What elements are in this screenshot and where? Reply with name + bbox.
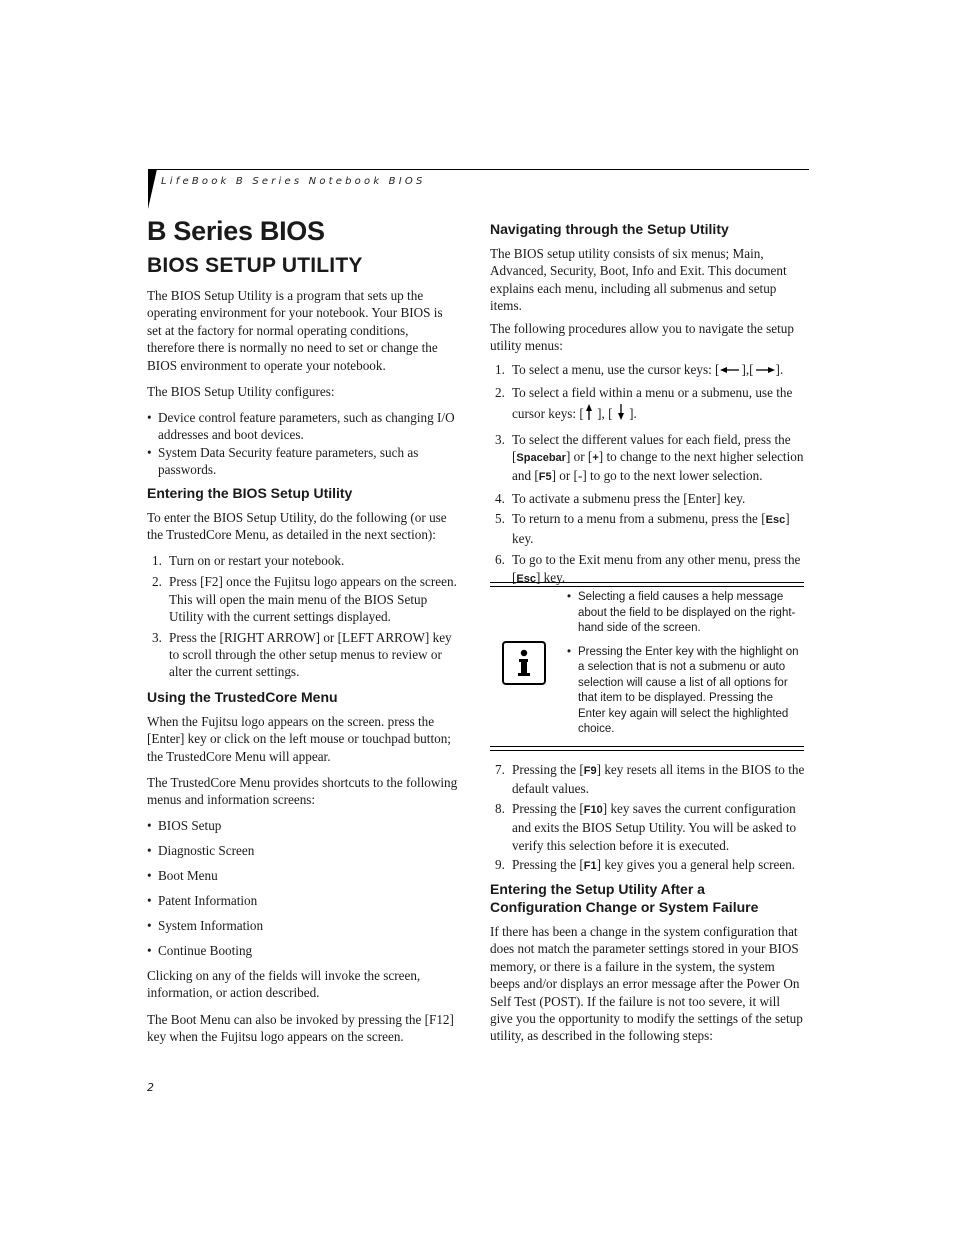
trusted-paragraph-3: Clicking on any of the fields will invoke the screen, information, or action described. xyxy=(147,968,421,1001)
list-item: • Boot Menu xyxy=(147,867,459,884)
list-item: 8. Pressing the [F10] key saves the current configuration and exits the BIOS Setup Utility. You will be asked to verify this selection before it is executed. xyxy=(495,800,797,853)
entering-heading: Entering the BIOS Setup Utility xyxy=(147,485,353,501)
list-item: 7. Pressing the [F9] key resets all items in the BIOS to the default values. xyxy=(495,762,805,797)
info-icon xyxy=(502,641,546,685)
list-item: 1. Turn on or restart your notebook. xyxy=(152,553,345,568)
right-arrow-key-icon xyxy=(754,362,776,379)
note-item: • Pressing the Enter key with the highlight on a selection that is not a submenu or auto selection will cause a list of all options for that item to be displayed. Pressing the Enter key again will select the highlighted choice. xyxy=(567,645,799,738)
nav-paragraph-2: The following procedures allow you to navigate the setup utility menus: xyxy=(490,321,794,354)
list-item: • Device control feature parameters, such as changing I/O addresses and boot devices. xyxy=(147,409,459,444)
nav-paragraph-1: The BIOS setup utility consists of six menus; Main, Advanced, Security, Boot, Info and Exit. This document explains each menu, including all submenus and setup items. xyxy=(490,246,787,314)
down-arrow-key-icon xyxy=(616,403,626,427)
failure-paragraph: If there has been a change in the system configuration that does not match the parameter settings stored in your BIOS memory, or there is a failure in the system, the system beeps and/or displays an error message after the Power On Self Test (POST). If the failure is not too severe, it will give you the opportunity to modify the settings of the setup utility, as described in the following steps: xyxy=(490,924,803,1044)
nav-heading: Navigating through the Setup Utility xyxy=(490,221,729,237)
nav-steps xyxy=(490,361,808,588)
list-item: • Diagnostic Screen xyxy=(147,842,459,859)
list-item: • BIOS Setup xyxy=(147,817,459,834)
list-item: • Continue Booting xyxy=(147,942,459,959)
header-corner-mark xyxy=(148,169,157,209)
list-item: 6. To go to the Exit menu from any other menu, press the [Esc] key. xyxy=(495,552,801,585)
configures-paragraph: The BIOS Setup Utility configures: xyxy=(147,384,335,399)
trusted-paragraph-1: When the Fujitsu logo appears on the screen. press the [Enter] key or click on the left mouse or touchpad button; the TrustedCore Menu will appear. xyxy=(147,714,451,764)
up-arrow-key-icon xyxy=(584,403,594,427)
list-item: 9. Pressing the [F1] key gives you a general help screen. xyxy=(495,857,796,873)
failure-heading: Entering the Setup Utility After a Configuration Change or System Failure xyxy=(490,881,759,915)
trusted-paragraph-4: The Boot Menu can also be invoked by pressing the [F12] key when the Fujitsu logo appears on the screen. xyxy=(147,1012,454,1045)
note-bottom-rule xyxy=(490,746,804,751)
nav-steps-continued xyxy=(490,761,808,875)
header-rule xyxy=(148,169,809,170)
left-arrow-key-icon xyxy=(719,362,741,379)
trusted-paragraph-2: The TrustedCore Menu provides shortcuts to the following menus and information screens: xyxy=(147,775,458,808)
trusted-list xyxy=(147,817,459,959)
list-item: • System Information xyxy=(147,917,459,934)
entering-paragraph: To enter the BIOS Setup Utility, do the following (or use the TrustedCore Menu, as detailed in the next section): xyxy=(147,510,447,543)
list-item: 3. Press the [RIGHT ARROW] or [LEFT ARROW] key to scroll through the other setup menus to review or alter the current settings. xyxy=(152,629,452,680)
list-item: 2. To select a field within a menu or a submenu, use the cursor keys: [ ], [ ]. xyxy=(490,383,808,427)
list-item: 2. Press [F2] once the Fujitsu logo appears on the screen. This will open the main menu of the BIOS Setup Utility with the current settings displayed. xyxy=(152,574,457,625)
section-title: BIOS SETUP UTILITY xyxy=(147,254,363,277)
list-item: • Patent Information xyxy=(147,892,459,909)
config-list xyxy=(147,409,459,479)
entering-steps xyxy=(147,552,463,681)
list-item: 1. To select a menu, use the cursor keys: [ ],[ ]. xyxy=(490,361,808,380)
list-item: 5. To return to a menu from a submenu, press the [Esc] key. xyxy=(495,511,790,546)
note-item: • Selecting a field causes a help message about the field to be displayed on the right-hand side of the screen. xyxy=(567,590,799,637)
page-number: 2 xyxy=(147,1081,154,1094)
running-head: LifeBook B Series Notebook BIOS xyxy=(161,176,426,187)
list-item: • System Data Security feature parameters, such as passwords. xyxy=(147,444,459,479)
list-item: 4. To activate a submenu press the [Enter] key. xyxy=(495,490,746,506)
chapter-title: B Series BIOS xyxy=(147,216,325,246)
list-item: 3. To select the different values for each field, press the [Spacebar] or [+] to change to the next higher selection and [F5] or [-] to go to the next lower selection. xyxy=(495,431,804,484)
intro-paragraph: The BIOS Setup Utility is a program that sets up the operating environment for your notebook. Your BIOS is set at the factory for normal operating conditions, therefore there is normally no need to set or change the BIOS environment to operate your notebook. xyxy=(147,288,443,373)
note-top-rule xyxy=(490,582,804,587)
note-list xyxy=(567,590,799,738)
trusted-heading: Using the TrustedCore Menu xyxy=(147,689,338,705)
